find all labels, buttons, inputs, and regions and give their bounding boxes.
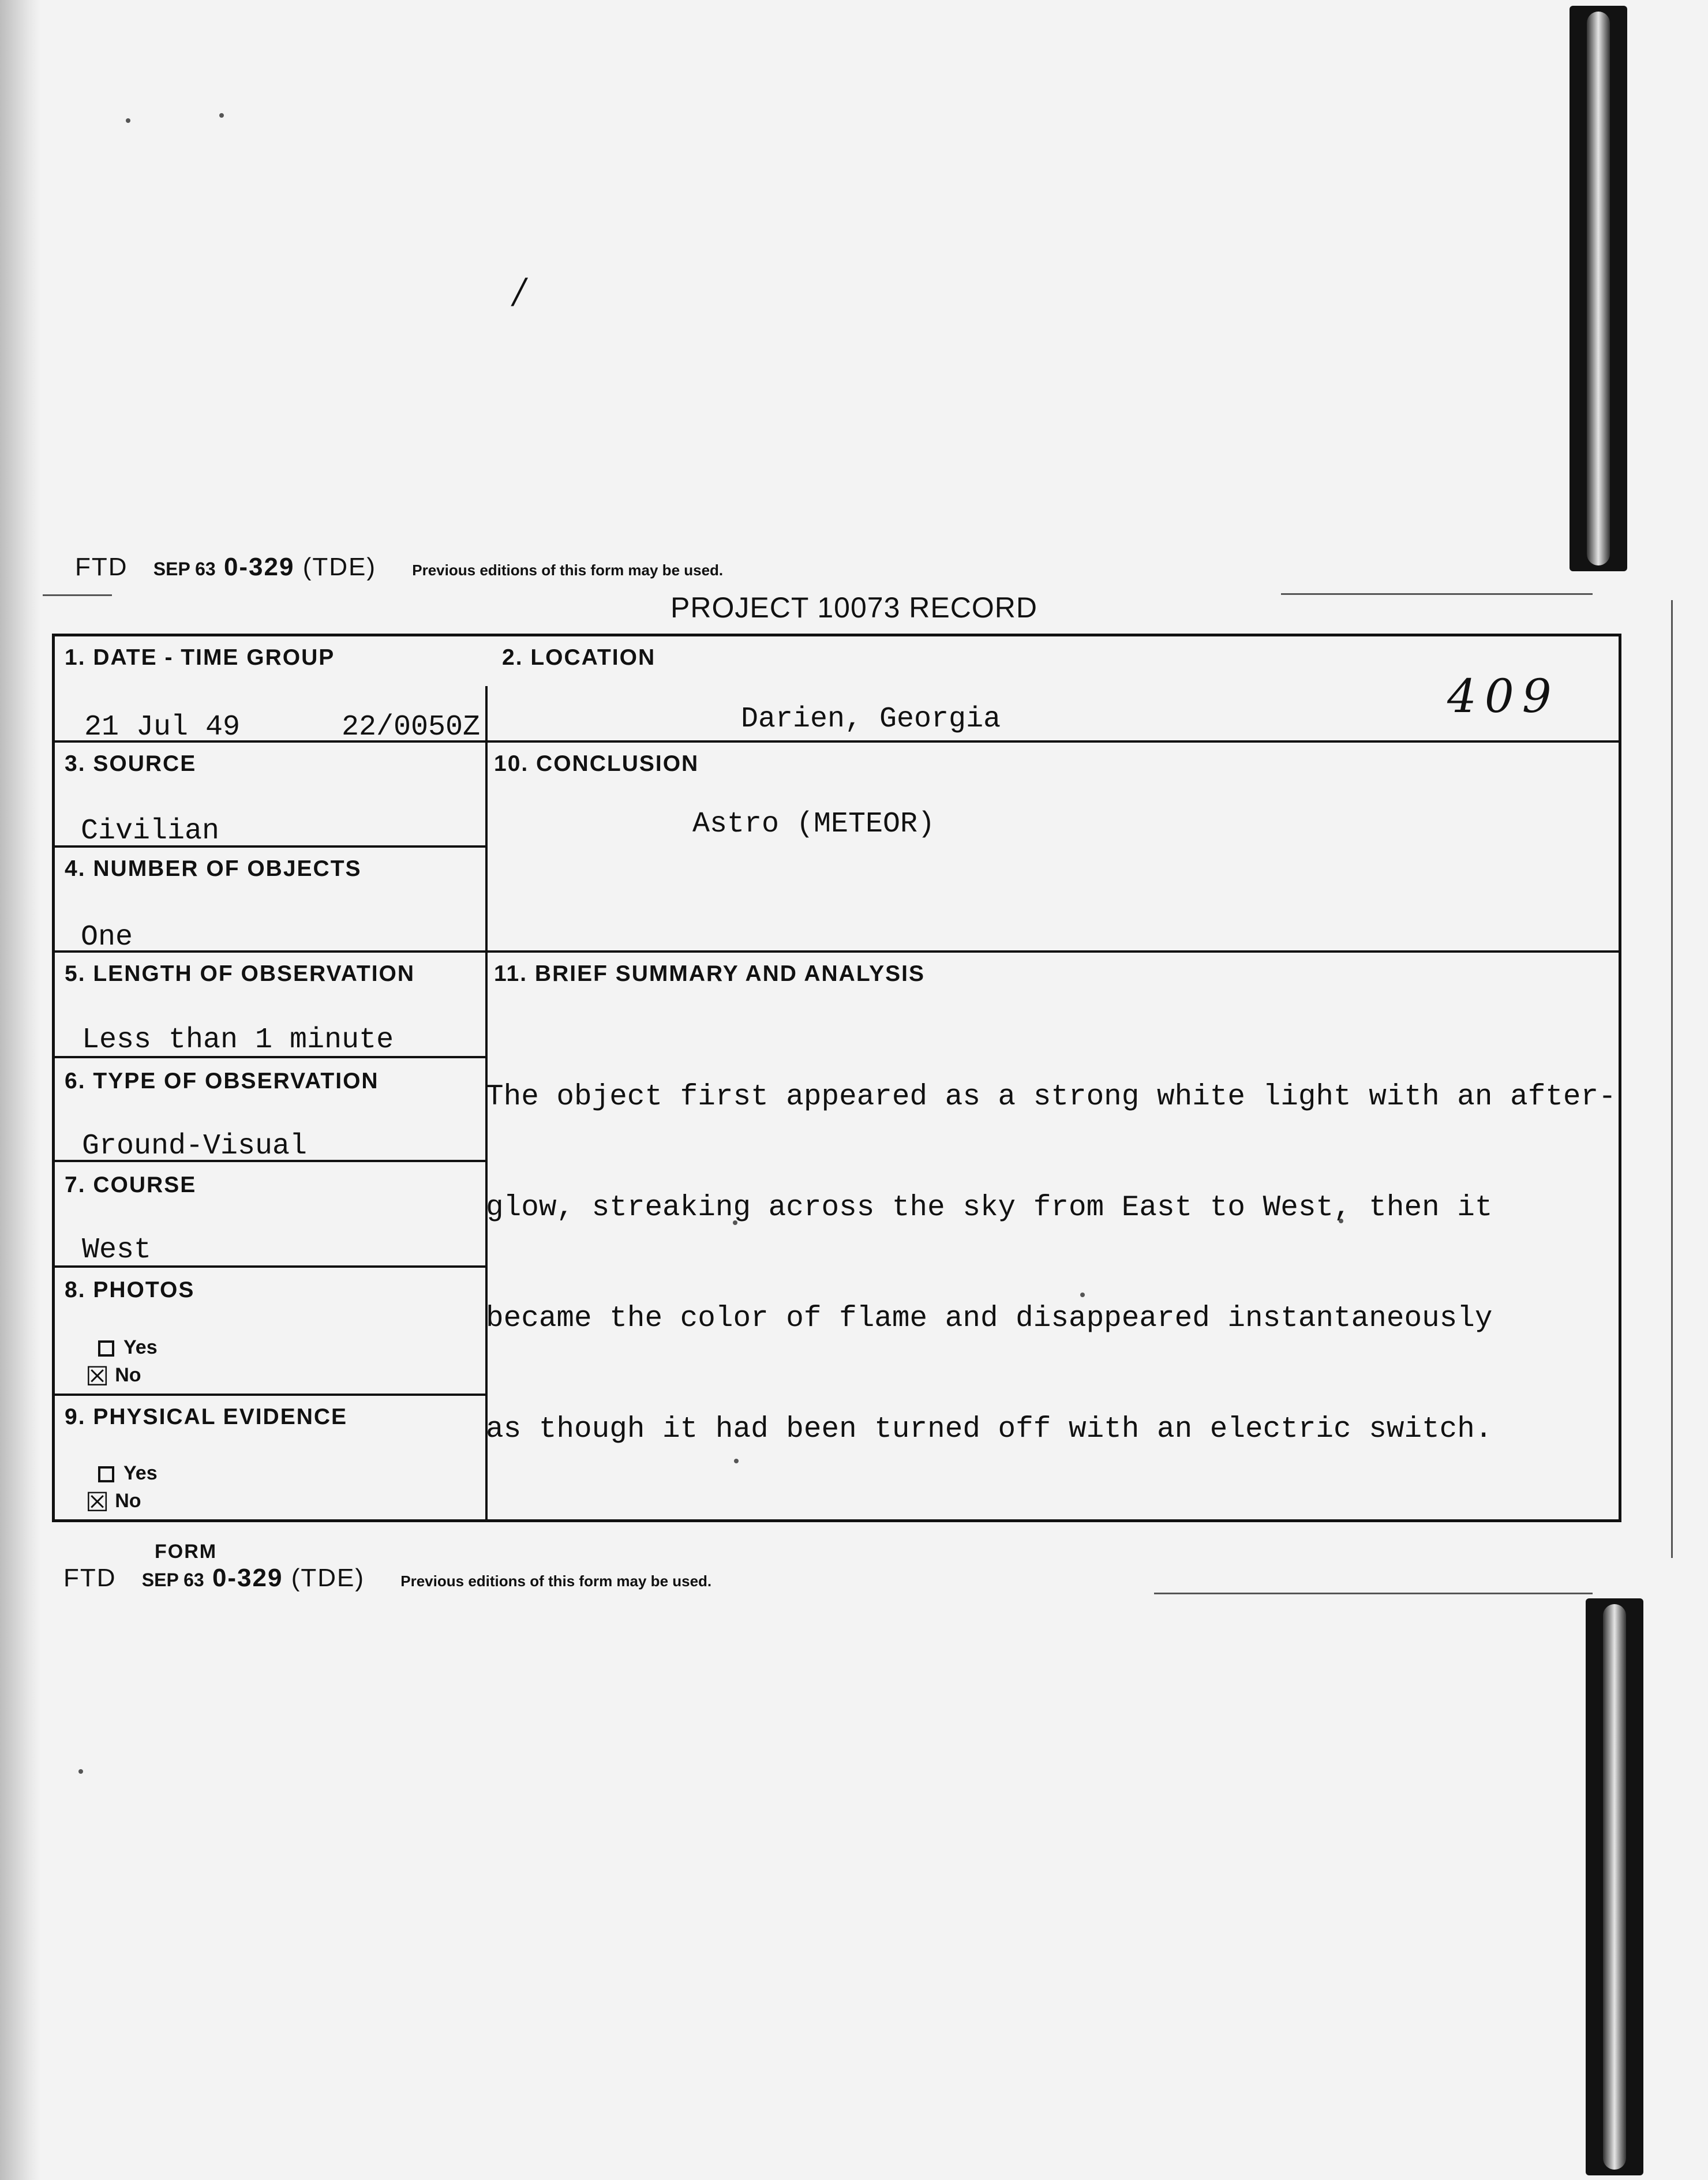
physical-evidence-no-option[interactable] bbox=[85, 1486, 141, 1518]
number-of-objects-label: 4. NUMBER OF OBJECTS bbox=[65, 856, 362, 881]
footer-form-line bbox=[63, 1564, 711, 1593]
photos-yes-label: Yes bbox=[123, 1336, 158, 1358]
photos-no-checked-mark-icon[interactable]: ☒ bbox=[85, 1361, 110, 1392]
length-of-observation-label: 5. LENGTH OF OBSERVATION bbox=[65, 961, 415, 986]
header-form-prefix: FTD bbox=[75, 553, 128, 581]
photos-yes-checkbox[interactable] bbox=[98, 1340, 114, 1357]
course-value: West bbox=[82, 1234, 152, 1267]
photos-no-label: No bbox=[115, 1364, 141, 1386]
physical-evidence-no-label: No bbox=[115, 1489, 141, 1512]
physical-evidence-no-checked-mark-icon[interactable]: ☒ bbox=[85, 1486, 110, 1518]
footer-form-number: 0-329 bbox=[212, 1564, 283, 1592]
footer-form-suffix: (TDE) bbox=[291, 1564, 365, 1592]
source-label: 3. SOURCE bbox=[65, 751, 197, 776]
handwritten-case-number: 409 bbox=[1447, 669, 1560, 723]
page-right-margin-rule bbox=[1671, 600, 1673, 1558]
scan-speck bbox=[126, 118, 130, 123]
source-value: Civilian bbox=[81, 815, 220, 848]
scan-speck bbox=[219, 113, 224, 118]
scan-speck bbox=[78, 1769, 83, 1774]
row-divider-1 bbox=[55, 740, 1620, 743]
photos-label: 8. PHOTOS bbox=[65, 1278, 195, 1302]
summary-line: as though it had been turned off with an electric switch. bbox=[486, 1413, 1493, 1446]
footer-form-word: FORM bbox=[155, 1541, 218, 1563]
footer-form-date: SEP 63 bbox=[141, 1570, 204, 1590]
scan-edge-shadow bbox=[0, 0, 40, 2180]
pen-mark: / bbox=[514, 271, 526, 312]
type-of-observation-label: 6. TYPE OF OBSERVATION bbox=[65, 1069, 379, 1093]
physical-evidence-yes-option[interactable] bbox=[98, 1462, 158, 1485]
physical-evidence-label: 9. PHYSICAL EVIDENCE bbox=[65, 1404, 348, 1429]
footer-rule-right bbox=[1154, 1593, 1593, 1594]
header-form-suffix: (TDE) bbox=[302, 553, 377, 581]
film-edge-bar-top bbox=[1570, 6, 1627, 571]
photos-yes-option[interactable] bbox=[98, 1336, 158, 1359]
number-of-objects-value: One bbox=[81, 921, 133, 954]
summary-line: became the color of flame and disappeared instantaneously bbox=[486, 1302, 1493, 1335]
physical-evidence-yes-checkbox[interactable] bbox=[98, 1466, 114, 1482]
film-edge-bar-bottom bbox=[1586, 1598, 1643, 2175]
physical-evidence-yes-label: Yes bbox=[123, 1462, 158, 1484]
row-divider-8 bbox=[55, 1394, 488, 1396]
photos-no-option[interactable] bbox=[85, 1361, 141, 1392]
conclusion-label: 10. CONCLUSION bbox=[494, 751, 699, 776]
summary-label: 11. BRIEF SUMMARY AND ANALYSIS bbox=[494, 961, 925, 986]
date-value: 21 Jul 49 bbox=[84, 711, 241, 744]
type-of-observation-value: Ground-Visual bbox=[82, 1130, 308, 1163]
footer-form-prefix: FTD bbox=[63, 1564, 117, 1592]
footer-previous-editions: Previous editions of this form may be used. bbox=[400, 1572, 712, 1590]
header-form-date: SEP 63 bbox=[153, 559, 216, 579]
location-label: 2. LOCATION bbox=[502, 645, 656, 670]
location-value: Darien, Georgia bbox=[741, 703, 1001, 736]
course-label: 7. COURSE bbox=[65, 1173, 197, 1197]
row-divider-4 bbox=[55, 950, 1620, 953]
page-title: PROJECT 10073 RECORD bbox=[671, 591, 1037, 624]
header-form-number: 0-329 bbox=[223, 553, 295, 581]
conclusion-value: Astro (METEOR) bbox=[692, 808, 935, 841]
time-value: 22/0050Z bbox=[342, 711, 481, 744]
header-form-line bbox=[75, 553, 723, 582]
date-time-group-label: 1. DATE - TIME GROUP bbox=[65, 645, 335, 670]
header-previous-editions: Previous editions of this form may be used. bbox=[412, 561, 724, 579]
summary-line: The object first appeared as a strong white light with an after- bbox=[486, 1081, 1616, 1114]
summary-text bbox=[486, 1005, 1616, 1522]
length-of-observation-value: Less than 1 minute bbox=[82, 1024, 394, 1057]
summary-line: glow, streaking across the sky from East to West, then it bbox=[486, 1192, 1493, 1224]
